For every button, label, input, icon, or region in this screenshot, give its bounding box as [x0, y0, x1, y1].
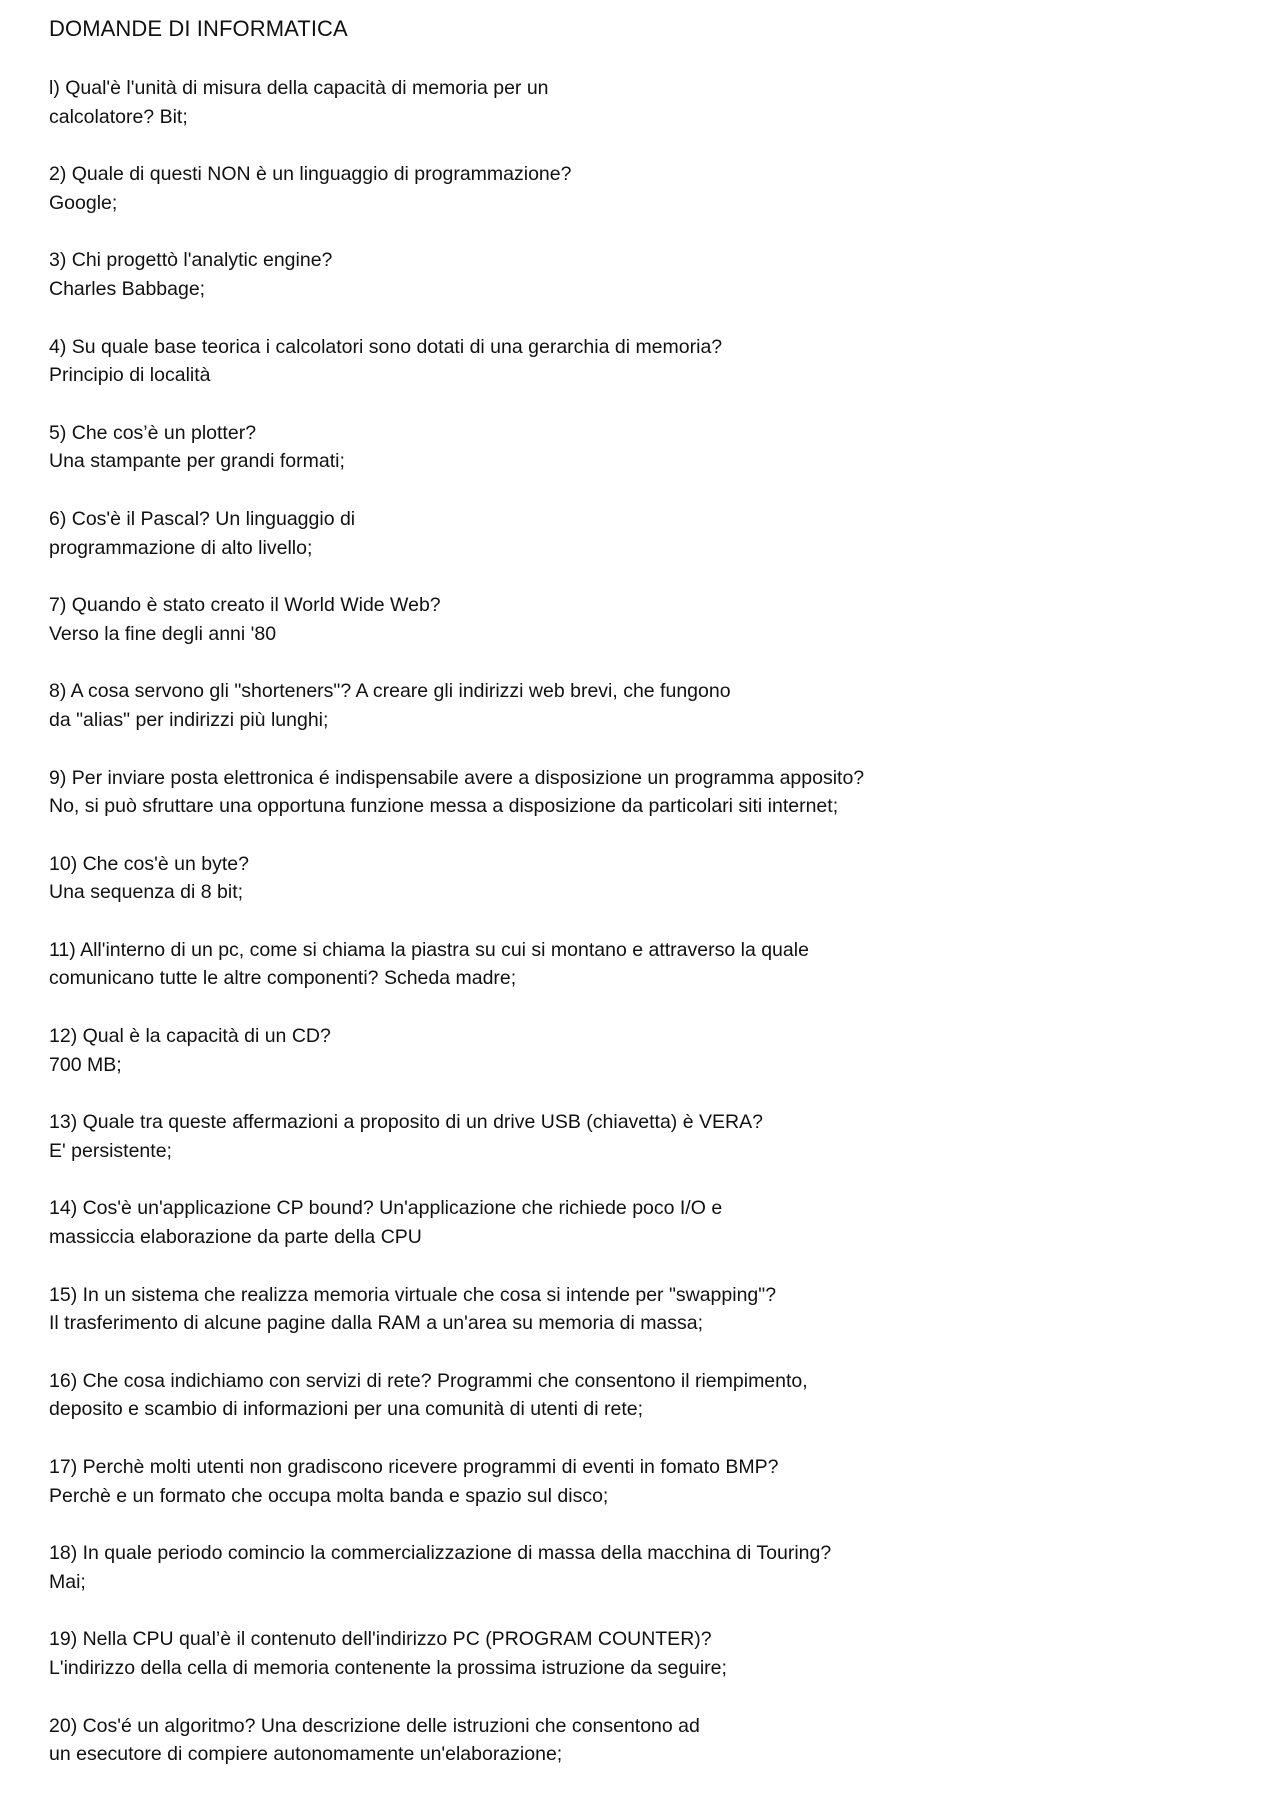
- question-item-18: [49, 1539, 1229, 1596]
- question-item-14: [49, 1194, 1229, 1251]
- question-item-15: [49, 1281, 1229, 1338]
- question-item-11: [49, 936, 1229, 993]
- answer-text: deposito e scambio di informazioni per una comunità di utenti di rete;: [49, 1398, 643, 1421]
- question-text: 17) Perchè molti utenti non gradiscono ricevere programmi di eventi in fomato BMP?: [49, 1456, 779, 1478]
- answer-text: comunicano tutte le altre componenti? Scheda madre;: [49, 967, 517, 990]
- answer-text: Verso la fine degli anni '80: [49, 622, 277, 645]
- question-list: [49, 74, 1229, 1769]
- answer-text: No, si può sfruttare una opportuna funzione messa a disposizione da particolari siti internet;: [49, 795, 839, 818]
- question-text: 6) Cos'è il Pascal? Un linguaggio di: [49, 507, 356, 530]
- document-page: [49, 15, 1229, 1798]
- question-text: 7) Quando è stato creato il World Wide Web?: [49, 594, 441, 617]
- question-item-4: [49, 333, 1229, 390]
- question-item-17: [49, 1453, 1229, 1510]
- question-text: 15) In un sistema che realizza memoria virtuale che cosa si intende per "swapping"?: [49, 1283, 777, 1306]
- question-item-19: [49, 1625, 1229, 1682]
- answer-text: programmazione di alto livello;: [49, 536, 313, 559]
- question-item-10: [49, 850, 1229, 907]
- question-text: 2) Quale di questi NON è un linguaggio di programmazione?: [49, 163, 572, 186]
- question-text: 3) Chi progettò l'analytic engine?: [49, 249, 333, 272]
- question-item-1: [49, 74, 1229, 131]
- question-text: 11) All'interno di un pc, come si chiama la piastra su cui si montano e attraverso la quale: [49, 938, 809, 961]
- question-item-2: [49, 160, 1229, 217]
- question-text: 8) A cosa servono gli "shorteners"? A creare gli indirizzi web brevi, che fungono: [49, 680, 731, 703]
- question-text: l) Qual'è l'unità di misura della capacità di memoria per un: [49, 77, 549, 99]
- question-text: 19) Nella CPU qual’è il contenuto dell'indirizzo PC (PROGRAM COUNTER)?: [49, 1628, 712, 1651]
- question-item-5: [49, 419, 1229, 476]
- question-text: 5) Che cos’è un plotter?: [49, 421, 257, 444]
- answer-text: Una stampante per grandi formati;: [49, 450, 345, 473]
- question-text: 12) Qual è la capacità di un CD?: [49, 1025, 331, 1048]
- question-text: 13) Quale tra queste affermazioni a proposito di un drive USB (chiavetta) è VERA?: [49, 1111, 763, 1134]
- answer-text: Charles Babbage;: [49, 277, 206, 300]
- question-item-12: [49, 1022, 1229, 1079]
- question-item-6: [49, 505, 1229, 562]
- question-item-7: [49, 591, 1229, 648]
- answer-text: Principio di località: [49, 364, 211, 387]
- answer-text: Una sequenza di 8 bit;: [49, 881, 244, 904]
- answer-text: da "alias" per indirizzi più lunghi;: [49, 708, 329, 731]
- question-item-9: [49, 764, 1229, 821]
- answer-text: Il trasferimento di alcune pagine dalla RAM a un'area su memoria di massa;: [49, 1312, 704, 1335]
- answer-text: Perchè e un formato che occupa molta banda e spazio sul disco;: [49, 1484, 609, 1507]
- answer-text: Google;: [49, 191, 118, 214]
- question-text: 14) Cos'è un'applicazione CP bound? Un'applicazione che richiede poco I/O e: [49, 1197, 723, 1220]
- question-text: 20) Cos'é un algoritmo? Una descrizione delle istruzioni che consentono ad: [49, 1714, 700, 1737]
- question-item-3: [49, 246, 1229, 303]
- answer-text: massiccia elaborazione da parte della CPU: [49, 1226, 422, 1249]
- question-text: 10) Che cos'è un byte?: [49, 852, 249, 875]
- question-text: 9) Per inviare posta elettronica é indispensabile avere a disposizione un programma apposito?: [49, 766, 865, 789]
- question-item-20: [49, 1712, 1229, 1769]
- answer-text: L'indirizzo della cella di memoria contenente la prossima istruzione da seguire;: [49, 1656, 727, 1679]
- question-item-13: [49, 1108, 1229, 1165]
- answer-text: un esecutore di compiere autonomamente un'elaborazione;: [49, 1743, 563, 1766]
- question-text: 4) Su quale base teorica i calcolatori sono dotati di una gerarchia di memoria?: [49, 335, 723, 358]
- answer-text: E' persistente;: [49, 1139, 172, 1162]
- question-item-8: [49, 677, 1229, 734]
- answer-text: Mai;: [49, 1570, 86, 1593]
- document-title: DOMANDE DI INFORMATICA: [49, 16, 348, 41]
- question-item-16: [49, 1367, 1229, 1424]
- answer-text: 700 MB;: [49, 1053, 122, 1076]
- question-text: 18) In quale periodo comincio la commercializzazione di massa della macchina di Touring?: [49, 1542, 832, 1565]
- answer-text: calcolatore? Bit;: [49, 105, 188, 128]
- question-text: 16) Che cosa indichiamo con servizi di rete? Programmi che consentono il riempimento,: [49, 1369, 808, 1392]
